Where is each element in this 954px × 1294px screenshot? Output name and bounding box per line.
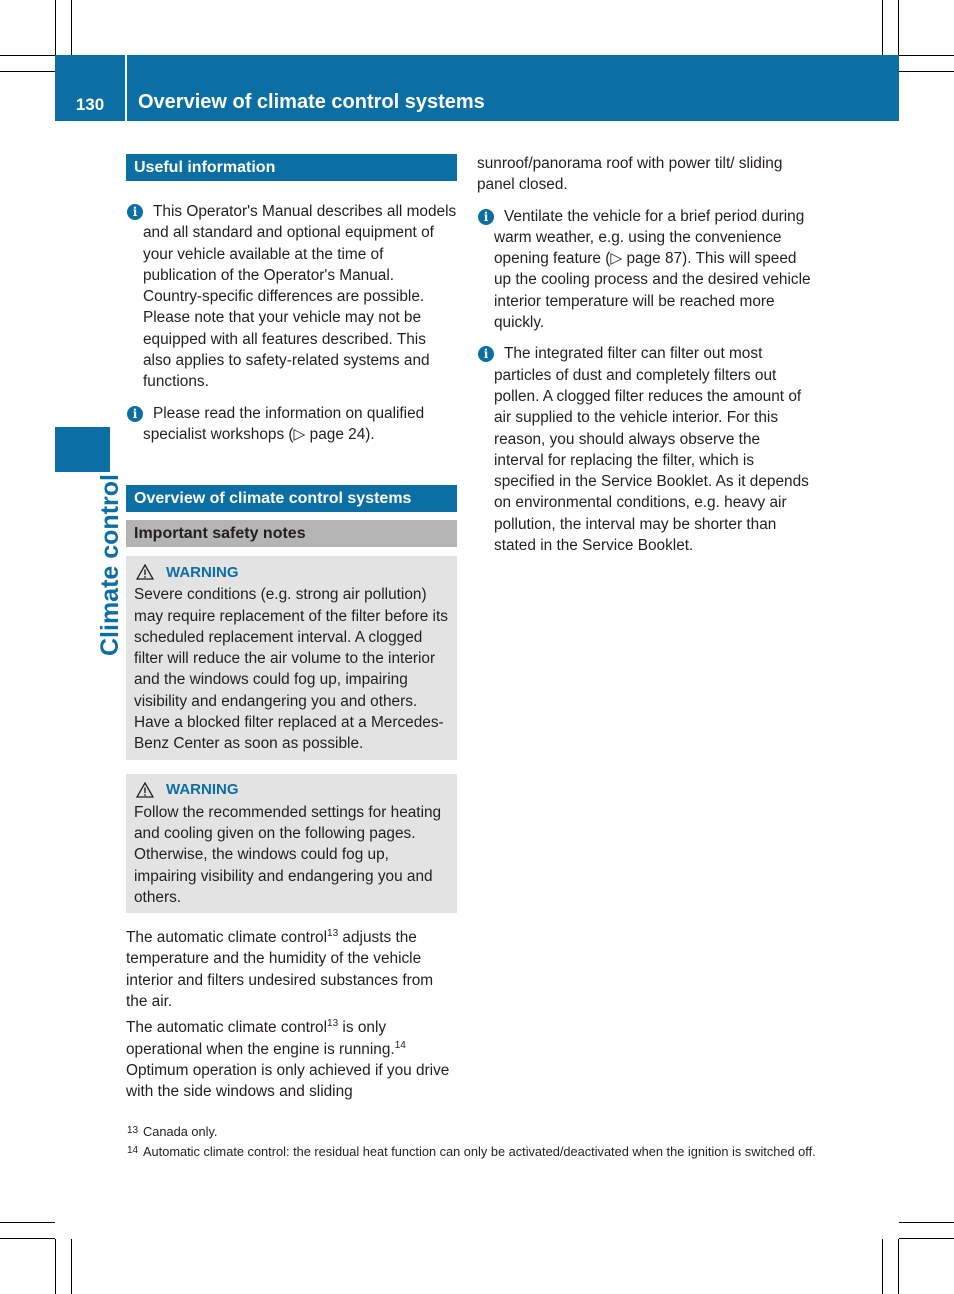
warning-triangle-icon: [136, 564, 154, 580]
info-text: The integrated filter can filter out most particles of dust and completely filters out pollen. A clogged filter reduces the amount of air supplied to the vehicle interior. For this reason, you should always observe the interval for replacing the filter, which is specified in the Service Booklet. As it depends on environmental conditions, e.g. heavy air pollution, the interval may be shorter than stated in the Service Booklet.: [494, 345, 809, 555]
body-text: is only operational when the engine is running.: [126, 1019, 395, 1058]
warning-box: [126, 774, 457, 913]
left-column: [126, 154, 457, 1103]
page-number: 130: [75, 95, 105, 114]
body-text: The automatic climate control: [126, 929, 328, 947]
body-paragraph: [126, 1017, 457, 1102]
info-icon: i: [478, 209, 494, 225]
subsection-heading-safety-notes: Important safety notes: [126, 520, 457, 547]
warning-title: [134, 778, 449, 802]
body-text: The automatic climate control: [126, 1019, 328, 1037]
page-title: Overview of climate control systems: [138, 91, 485, 113]
right-column: [477, 153, 811, 556]
crop-mark: [899, 71, 954, 72]
crop-mark: [882, 0, 883, 55]
footnote-ref[interactable]: 13: [327, 928, 339, 940]
chapter-tab: [55, 427, 110, 472]
footnote-number: 14: [127, 1145, 139, 1156]
footnote: [127, 1143, 817, 1161]
crop-mark: [899, 55, 954, 56]
info-note: [477, 206, 811, 334]
info-icon: i: [127, 204, 143, 220]
info-text: This Operator's Manual describes all models and all standard and optional equipment of your vehicle available at the time of publication of the Operator's Manual. Country-specific differences are possible. Please note that your vehicle may not be equipped with all features described. This also applies to safety-related systems and functions.: [143, 203, 457, 391]
warning-box: [126, 556, 457, 759]
info-note: [477, 343, 811, 556]
footnote-ref[interactable]: 13: [327, 1018, 339, 1030]
crop-mark: [0, 71, 55, 72]
body-paragraph: sunroof/panorama roof with power tilt/ sliding panel closed.: [477, 155, 783, 194]
footnote-number: 13: [127, 1125, 139, 1136]
crop-mark: [898, 0, 899, 55]
warning-title: [134, 560, 449, 584]
header-divider: [125, 55, 127, 121]
info-icon: i: [478, 346, 494, 362]
crop-mark: [0, 1238, 55, 1239]
crop-mark: [71, 0, 72, 55]
crop-mark: [0, 55, 55, 56]
footnotes: [127, 1123, 817, 1161]
info-note: [126, 403, 457, 446]
crop-mark: [55, 0, 56, 55]
info-icon: i: [127, 406, 143, 422]
crop-mark: [71, 1239, 72, 1294]
footnote-ref[interactable]: 14: [394, 1039, 406, 1051]
body-text: Optimum operation is only achieved if you drive with the side windows and sliding: [126, 1061, 450, 1101]
footnote: [127, 1123, 817, 1141]
body-text: adjusts the temperature and the humidity of the vehicle interior and filters undesired substances from the air.: [126, 929, 434, 1011]
section-heading-useful-information: Useful information: [126, 154, 457, 181]
crop-mark: [0, 1222, 55, 1223]
chapter-label: Climate control: [96, 474, 124, 656]
warning-text: Severe conditions (e.g. strong air pollution) may require replacement of the filter before its scheduled replacement interval. A clogged filter will reduce the air volume to the interior and the windows could fog up, impairing visibility and endangering you and others. Have a blocked filter replaced at a Mercedes-Benz Center as soon as possible.: [134, 586, 448, 753]
warning-triangle-icon: [136, 782, 154, 798]
info-text: Ventilate the vehicle for a brief period during warm weather, e.g. using the convenience opening feature (▷ page 87). This will speed up the cooling process and the desired vehicle interior temperature will be reached more quickly.: [494, 207, 811, 332]
crop-mark: [898, 1239, 899, 1294]
crop-mark: [899, 1222, 954, 1223]
warning-label: WARNING: [166, 563, 239, 581]
warning-label: WARNING: [166, 780, 239, 798]
footnote-text: Canada only.: [143, 1124, 218, 1139]
info-text: Please read the information on qualified specialist workshops (▷ page 24).: [143, 404, 425, 443]
footnote-text: Automatic climate control: the residual heat function can only be activated/deactivated when the ignition is switched off.: [143, 1144, 816, 1159]
crop-mark: [882, 1239, 883, 1294]
section-heading-overview: Overview of climate control systems: [126, 485, 457, 512]
body-paragraph: [126, 927, 457, 1012]
crop-mark: [55, 1239, 56, 1294]
warning-text: Follow the recommended settings for heating and cooling given on the following pages. Otherwise, the windows could fog up, impairing visibility and endangering you and others.: [134, 803, 442, 906]
crop-mark: [899, 1238, 954, 1239]
info-note: [126, 201, 457, 393]
